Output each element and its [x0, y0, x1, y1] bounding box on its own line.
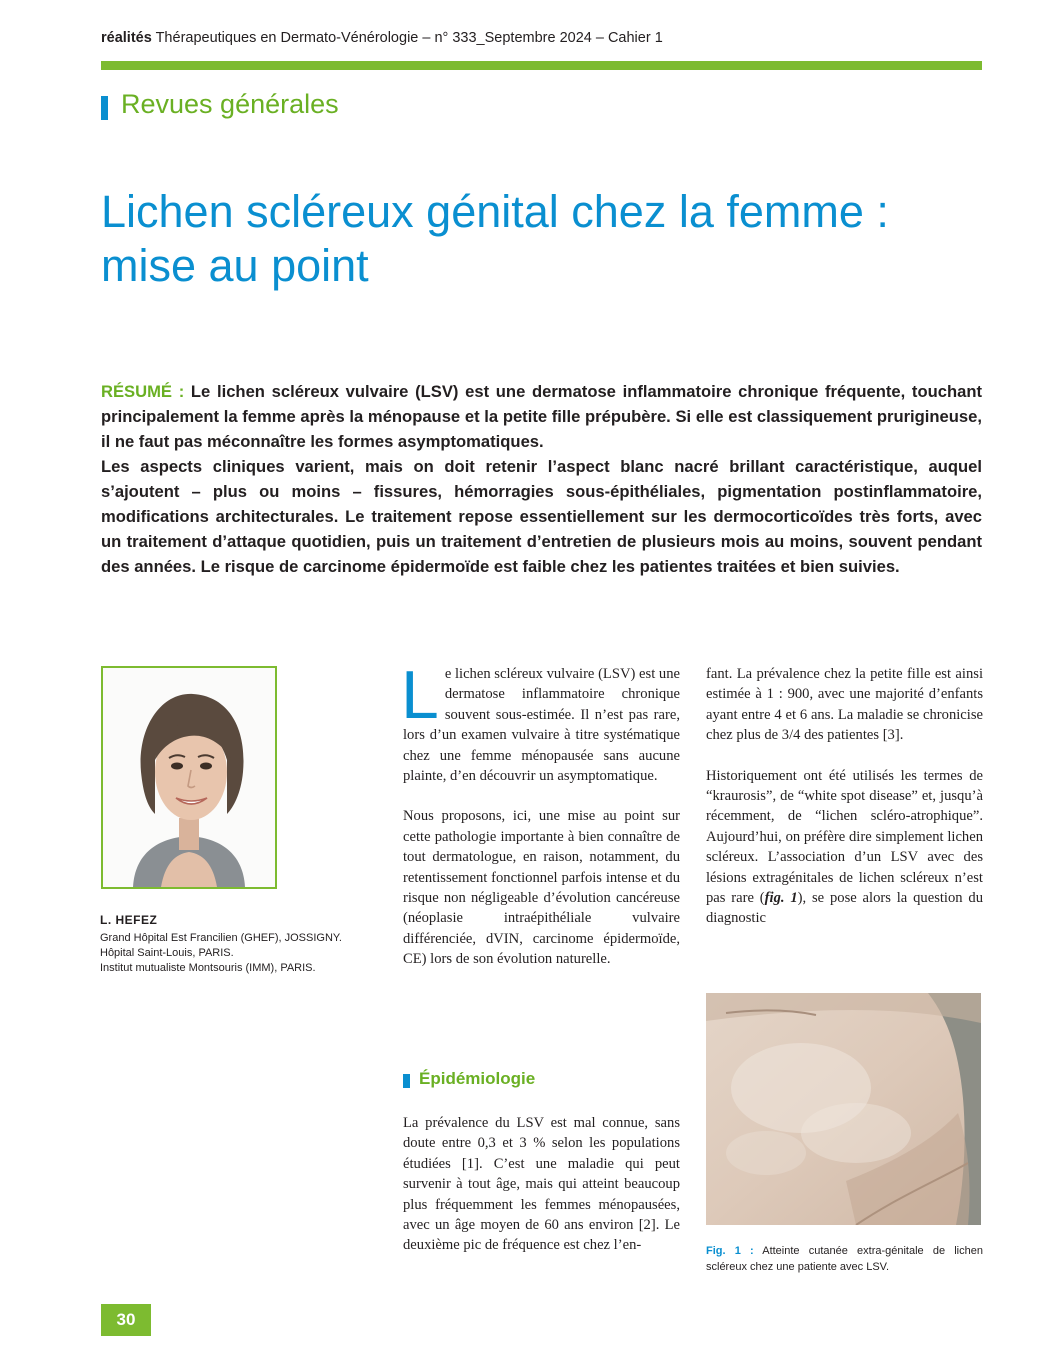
- section-marker: [101, 96, 108, 120]
- subheading-epidemiologie: Épidémiologie: [419, 1069, 536, 1088]
- title-line-2: mise au point: [101, 240, 369, 291]
- abstract-paragraph-1: [101, 379, 982, 454]
- running-header: [101, 30, 663, 46]
- figure-1-caption: [706, 1243, 983, 1275]
- epidemiology-paragraph: La prévalence du LSV est mal connue, sans doute entre 0,3 et 3 % selon les populations étudiées [1]. C’est une maladie qui peut survenir à tout âge, mais qui atteint beaucoup plus fréquemment les femmes ménopausées, avec un âge moyen de 60 ans environ [2]. Le deuxième pic de fréquence est chez l’en-: [403, 1115, 680, 1254]
- abstract-label: RÉSUMÉ :: [101, 382, 185, 401]
- figure-reference-link[interactable]: fig. 1: [764, 890, 798, 907]
- journal-issue: Thérapeutiques en Dermato-Vénérologie – n° 333_Septembre 2024 – Cahier 1: [155, 30, 663, 46]
- col2-paragraph-2-text-a: Historiquement ont été utilisés les termes de “kraurosis”, de “white spot disease” et, jusqu’à récemment, de “lichen scléro-atrophique”. Aujourd’hui, on préfère dire simplement lichen scléreux. L’association d’un LSV avec des lésions extragénitales de lichen scléreux n’est pas rare (: [706, 767, 983, 907]
- abstract: [101, 379, 982, 579]
- figure-1-label: Fig. 1 :: [706, 1245, 754, 1257]
- section-label: Revues générales: [121, 89, 339, 119]
- title-line-1: Lichen scléreux génital chez la femme :: [101, 186, 889, 237]
- col2-paragraph-1: fant. La prévalence chez la petite fille est ainsi estimée à 1 : 900, avec une majorité d’enfants ayant entre 4 et 6 ans. La maladie se chronicise chez plus de 3/4 des patientes [3].: [706, 666, 983, 744]
- body-paragraph-2: Nous proposons, ici, une mise au point sur cette pathologie importante à bien connaître de tout dermatologue, en raison, notamment, du retentissement fonctionnel parfois intense et du risque non négligeable d’évolution cancéreuse (néoplasie intraépithéliale vulvaire différenciée, dVIN, carcinome épidermoïde, CE) lors de son évolution naturelle.: [403, 808, 680, 968]
- figure-1-photo: [706, 993, 981, 1225]
- intro-paragraph: [401, 657, 680, 786]
- header-rule: [101, 61, 982, 70]
- abstract-text-1: Le lichen scléreux vulvaire (LSV) est une dermatose inflammatoire chronique fréquente, touchant principalement la femme après la ménopause et la petite fille prépubère. Si elle est classiquement prurigineuse, il ne faut pas méconnaître les formes asymptomatiques.: [101, 382, 982, 451]
- figure-1-image: [706, 993, 981, 1225]
- author-portrait: [101, 666, 277, 889]
- figure-1-caption-text: Atteinte cutanée extra-génitale de lichen scléreux chez une patiente avec LSV.: [706, 1245, 983, 1273]
- author-name: L. HEFEZ: [100, 913, 158, 927]
- drop-cap: L: [401, 657, 439, 733]
- author-portrait-image: [103, 668, 275, 887]
- subheading-marker: [403, 1074, 410, 1088]
- journal-brand: réalités: [101, 30, 152, 46]
- intro-text: e lichen scléreux vulvaire (LSV) est une dermatose inflammatoire chronique souvent sous-estimée. Il n’est pas rare, lors d’un examen vulvaire à titre systématique chez une femme ménopausée sans aucune plainte, d’en découvrir un asymptomatique.: [403, 666, 680, 785]
- body-column-2: [706, 664, 983, 929]
- author-affiliation-2: Hôpital Saint-Louis, PARIS.: [100, 947, 234, 959]
- body-column-1: [401, 657, 680, 970]
- page-number: 30: [101, 1304, 151, 1336]
- abstract-paragraph-2: Les aspects cliniques varient, mais on doit retenir l’aspect blanc nacré brillant caractéristique, auquel s’ajoutent – plus ou moins – fissures, hémorragies sous-épithéliales, pigmentation postinflammatoire, modifications architecturales. Le traitement repose essentiellement sur les dermocorticoïdes très forts, avec un traitement d’attaque quotidien, puis un traitement d’entretien de plusieurs mois au moins, souvent pendant des années. Le risque de carcinome épidermoïde est faible chez les patientes traitées et bien suivies.: [101, 457, 982, 576]
- author-affiliation-1: Grand Hôpital Est Francilien (GHEF), JOSSIGNY.: [100, 932, 342, 944]
- author-affiliation-3: Institut mutualiste Montsouris (IMM), PARIS.: [100, 962, 316, 974]
- col2-paragraph-2: [706, 766, 983, 929]
- article-title: [101, 185, 981, 293]
- col2-paragraph-2-text-b: ), se pose alors la question du diagnostic: [706, 890, 983, 927]
